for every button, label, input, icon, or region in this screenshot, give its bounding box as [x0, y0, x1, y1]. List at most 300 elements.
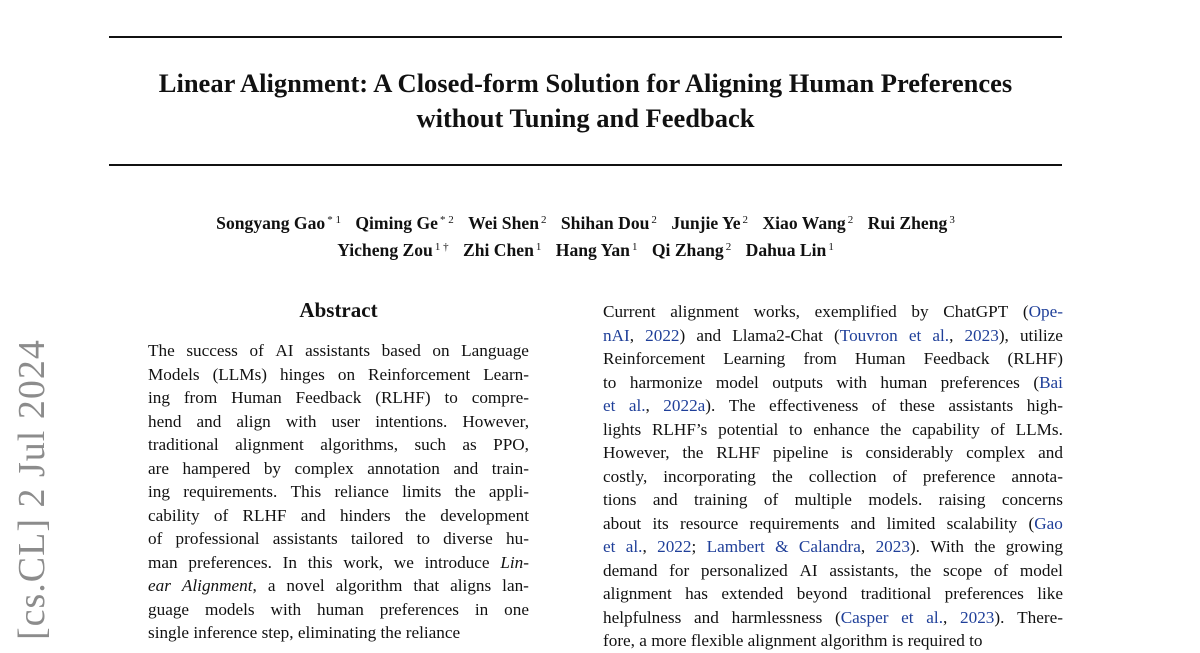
- word-group: [183, 457, 251, 481]
- word: Feedback: [923, 349, 990, 368]
- word-group: [603, 347, 705, 371]
- word: to: [603, 372, 617, 392]
- word: harmonize: [629, 372, 703, 392]
- word-group: [603, 371, 616, 395]
- text-line: [148, 598, 529, 622]
- word: the: [380, 623, 402, 642]
- word-group: [380, 598, 459, 622]
- word-group: [941, 371, 1020, 395]
- author: [468, 213, 546, 233]
- word-group: [475, 598, 488, 622]
- word: its: [652, 513, 669, 533]
- word-group: [472, 386, 529, 410]
- citation-link[interactable]: al.: [625, 537, 643, 556]
- word-group: [813, 418, 869, 442]
- word-group: [338, 363, 355, 387]
- word-group: [283, 551, 297, 575]
- word: alignment: [747, 631, 817, 650]
- word: the: [974, 537, 996, 556]
- text-line: [148, 386, 529, 410]
- word-group: [893, 465, 907, 489]
- citation-link[interactable]: Gao: [1034, 513, 1063, 533]
- author-name: Yicheng Zou: [337, 240, 433, 260]
- word: RLHF: [242, 505, 287, 525]
- citation-link[interactable]: Ope-: [1028, 302, 1063, 321]
- word: assistants: [305, 341, 371, 360]
- word-group: [343, 551, 383, 575]
- word: introduce: [424, 552, 490, 572]
- citation-link[interactable]: Touvron: [839, 325, 898, 345]
- word: In: [282, 552, 297, 572]
- word: helpfulness: [603, 607, 682, 627]
- word: ,: [860, 537, 866, 556]
- paper-title: [109, 66, 1062, 136]
- citation-link[interactable]: al.: [926, 607, 943, 627]
- word-group: [701, 559, 788, 583]
- word-group: [861, 582, 932, 606]
- word-group: [748, 629, 817, 653]
- word: annota-: [1011, 466, 1063, 486]
- word-group: [603, 606, 681, 630]
- word: about: [603, 513, 642, 533]
- text-line: [603, 535, 1063, 559]
- word-group: [926, 606, 947, 630]
- word: success: [186, 341, 238, 360]
- word-group: [148, 598, 189, 622]
- affiliation-mark: 1: [535, 241, 542, 253]
- word: ,: [645, 396, 650, 415]
- word-group: [880, 371, 927, 395]
- word: exemplified: [814, 302, 897, 321]
- word-group: [235, 433, 304, 457]
- word: guage: [148, 599, 190, 619]
- word-group: [943, 300, 1008, 324]
- word: the: [404, 505, 426, 525]
- word: appli-: [488, 482, 529, 501]
- word: The: [728, 396, 756, 415]
- word-group: [969, 629, 982, 653]
- word: align: [236, 411, 271, 431]
- affiliation-mark: 1: [631, 241, 638, 253]
- word-group: [603, 535, 615, 559]
- word: tions: [603, 490, 637, 509]
- word: (: [1028, 513, 1035, 533]
- word-group: [603, 629, 635, 653]
- text-line: [148, 410, 529, 434]
- word-group: [414, 433, 446, 457]
- word-group: [912, 418, 980, 442]
- word: as: [462, 435, 477, 454]
- word: scalability: [946, 513, 1018, 533]
- word: to: [444, 388, 458, 407]
- word-group: [1008, 347, 1063, 371]
- word: has: [685, 584, 708, 603]
- text-line: [603, 324, 1063, 348]
- word: preferences.: [188, 552, 272, 572]
- citation-link[interactable]: Casper: [840, 607, 889, 627]
- word: models.: [868, 490, 923, 509]
- author: [868, 213, 955, 233]
- word-group: [775, 535, 788, 559]
- word-group: [718, 418, 778, 442]
- word: This: [290, 482, 322, 501]
- word: the: [880, 419, 902, 439]
- word-group: [1016, 418, 1063, 442]
- author-name: Wei Shen: [468, 213, 539, 233]
- word: required: [907, 631, 965, 650]
- word-group: [797, 582, 848, 606]
- word-group: [148, 386, 170, 410]
- emphasis-text: Alignment: [181, 576, 253, 595]
- word-group: [1011, 465, 1063, 489]
- word-group: [1038, 441, 1063, 465]
- word-group: [231, 386, 282, 410]
- word: of: [148, 529, 163, 548]
- text-line: [148, 480, 529, 504]
- author-name: Qiming Ge: [355, 213, 438, 233]
- word-group: [829, 559, 898, 583]
- word-group: [375, 386, 430, 410]
- citation-link[interactable]: Calandra: [798, 537, 861, 556]
- word: traditional: [148, 435, 219, 454]
- word-group: [603, 324, 634, 348]
- text-line: [603, 606, 1063, 630]
- word: algorithm: [335, 576, 403, 595]
- word: of: [871, 396, 887, 415]
- word: ,: [642, 537, 647, 556]
- word: work,: [343, 552, 384, 572]
- word: flexible: [690, 631, 744, 650]
- word: (: [1033, 372, 1040, 392]
- word: reliance: [405, 623, 461, 642]
- word-group: [380, 621, 401, 645]
- word-group: [750, 512, 840, 536]
- word-group: [334, 480, 388, 504]
- word-group: [1027, 394, 1063, 418]
- word-group: [188, 551, 272, 575]
- word-group: [773, 441, 828, 465]
- word-group: [887, 512, 936, 536]
- word-group: [809, 465, 877, 489]
- word: human: [317, 599, 364, 619]
- text-line: [148, 433, 529, 457]
- word: single: [148, 623, 190, 642]
- word-group: [716, 371, 759, 395]
- word-group: [682, 441, 703, 465]
- word-group: [960, 606, 1004, 630]
- word-group: [908, 629, 965, 653]
- word: Learn-: [483, 364, 529, 384]
- word: outputs: [772, 372, 823, 392]
- word: by: [263, 458, 281, 478]
- word: a: [267, 576, 276, 595]
- word-group: [280, 363, 325, 387]
- word-group: [193, 621, 257, 645]
- paper-title-line-2: without Tuning and Feedback: [416, 103, 755, 133]
- word-group: [183, 480, 277, 504]
- word: high-: [1026, 396, 1063, 415]
- word-group: [855, 347, 906, 371]
- word-group: [851, 512, 876, 536]
- word: AI: [275, 341, 294, 360]
- word: model: [715, 372, 759, 392]
- word: RLHF’s: [651, 419, 708, 439]
- word: Reinforcement: [603, 349, 706, 368]
- word: ing: [148, 482, 170, 501]
- introduction-body: [603, 300, 1063, 653]
- affiliation-mark: 2: [847, 214, 854, 226]
- word-group: [462, 410, 529, 434]
- word-group: [450, 574, 491, 598]
- word-group: [900, 394, 935, 418]
- word: training: [694, 490, 748, 509]
- word: to: [789, 419, 803, 439]
- author: [463, 240, 541, 260]
- word: ,: [252, 576, 257, 595]
- word-group: [721, 582, 783, 606]
- word-group: [298, 621, 376, 645]
- word-group: [626, 535, 647, 559]
- text-line: [148, 621, 529, 645]
- word-group: [286, 574, 324, 598]
- word: preferences: [940, 372, 1020, 392]
- word: of: [993, 560, 1009, 580]
- author: [671, 213, 748, 233]
- abstract-heading: Abstract: [299, 298, 378, 322]
- word: harmlessness: [731, 607, 823, 627]
- word: beyond: [796, 584, 848, 603]
- word: ;: [691, 537, 697, 556]
- word: the: [910, 560, 932, 580]
- word: The: [148, 341, 175, 360]
- affiliation-mark: 2: [725, 241, 732, 253]
- word-group: [351, 527, 404, 551]
- top-rule: [109, 36, 1062, 38]
- word: from: [183, 388, 218, 407]
- word-group: [453, 457, 478, 481]
- word-group: [262, 621, 294, 645]
- author-name: Shihan Dou: [560, 213, 650, 233]
- citation-link[interactable]: 2023: [964, 325, 999, 345]
- word: hu-: [506, 529, 529, 548]
- word-group: [432, 339, 449, 363]
- word: and: [850, 513, 876, 533]
- word: hinges: [279, 364, 325, 384]
- word-group: [405, 504, 426, 528]
- word: algorithms,: [320, 435, 399, 454]
- text-line: [148, 457, 529, 481]
- word-group: [947, 512, 1018, 536]
- word: raising: [938, 490, 986, 509]
- word: step,: [261, 623, 294, 642]
- citation-link[interactable]: nAI: [603, 325, 630, 345]
- emphasis-text: ear: [148, 576, 171, 595]
- word-group: [148, 433, 219, 457]
- word-group: [732, 324, 823, 348]
- citation-link[interactable]: 2022: [657, 537, 692, 556]
- citation-link[interactable]: 2022: [645, 325, 680, 345]
- word-group: [214, 504, 228, 528]
- word-group: [603, 394, 615, 418]
- word: Current: [603, 302, 656, 321]
- text-line: [148, 551, 529, 575]
- citation-link[interactable]: &: [775, 537, 789, 556]
- word: Llama2-Chat: [732, 325, 823, 345]
- word: cability: [148, 505, 200, 525]
- word: novel: [286, 576, 325, 595]
- citation-link[interactable]: Bai: [1039, 372, 1063, 392]
- author: [216, 213, 341, 233]
- word: demand: [603, 560, 658, 580]
- word-group: [764, 488, 778, 512]
- word-group: [603, 512, 641, 536]
- word-group: [966, 441, 1025, 465]
- word: hend: [148, 411, 182, 431]
- word-group: [943, 559, 982, 583]
- word-group: [1033, 371, 1063, 395]
- word-group: [653, 488, 678, 512]
- word-group: [340, 504, 391, 528]
- word-group: [148, 480, 170, 504]
- word: human: [880, 372, 928, 392]
- word-group: [948, 394, 1013, 418]
- word-group: [413, 574, 439, 598]
- word: alignment: [235, 435, 304, 454]
- word: man: [148, 552, 178, 572]
- word: is: [891, 631, 904, 650]
- citation-link[interactable]: et: [603, 537, 616, 556]
- word-group: [236, 410, 270, 434]
- word: scope: [943, 560, 983, 580]
- word: these: [899, 396, 935, 415]
- word-group: [603, 300, 656, 324]
- word-group: [148, 457, 169, 481]
- author: [746, 240, 834, 260]
- author-name: Junjie Ye: [671, 213, 741, 233]
- word-group: [930, 535, 964, 559]
- word-group: [868, 488, 922, 512]
- word-group: [368, 363, 470, 387]
- word: limited: [886, 513, 936, 533]
- word-group: [603, 465, 647, 489]
- word-group: [974, 535, 995, 559]
- word-group: [685, 582, 708, 606]
- word-group: [723, 347, 785, 371]
- word-group: [249, 339, 263, 363]
- word-group: [657, 535, 696, 559]
- word: from: [803, 349, 837, 368]
- word-group: [504, 598, 529, 622]
- text-line: [603, 371, 1063, 395]
- word-group: [964, 324, 1008, 348]
- word-group: [910, 559, 931, 583]
- citation-link[interactable]: 2023: [960, 607, 995, 627]
- citation-link[interactable]: et: [603, 396, 616, 415]
- word: enhance: [813, 419, 870, 439]
- word-group: [493, 433, 529, 457]
- word: this: [307, 552, 333, 572]
- word-group: [603, 559, 657, 583]
- word: assistants: [272, 529, 338, 548]
- word: to: [416, 529, 430, 548]
- word-group: [911, 300, 928, 324]
- word: models: [204, 599, 255, 619]
- word: based: [381, 341, 421, 360]
- word: potential: [718, 419, 779, 439]
- word-group: [694, 488, 747, 512]
- affiliation-mark: 1 †: [434, 241, 449, 253]
- word: alignment: [670, 302, 739, 321]
- word: of: [249, 341, 264, 360]
- word: of: [990, 419, 1005, 439]
- word-group: [243, 504, 287, 528]
- text-line: [603, 394, 1063, 418]
- text-line: [603, 347, 1063, 371]
- word-group: [367, 457, 440, 481]
- word: inference: [193, 623, 258, 642]
- text-line: [603, 300, 1063, 324]
- word: (RLHF): [375, 388, 431, 407]
- word: with: [270, 599, 302, 619]
- author-name: Songyang Gao: [216, 213, 326, 233]
- word: train-: [491, 458, 529, 478]
- text-line: [148, 574, 529, 598]
- word-group: [603, 488, 636, 512]
- word: ing: [148, 388, 170, 407]
- word-group: [945, 582, 1024, 606]
- word-group: [176, 527, 260, 551]
- word-group: [630, 371, 703, 395]
- word-group: [754, 300, 800, 324]
- citation-link[interactable]: et: [901, 607, 914, 627]
- word: There-: [1017, 607, 1063, 627]
- paper-title-line-1: Linear Alignment: A Closed-form Solution for Aligning Human Preferences: [158, 68, 1013, 98]
- word: are: [148, 458, 169, 478]
- word-group: [402, 480, 441, 504]
- word: on: [337, 364, 356, 384]
- word: incorporating: [663, 466, 756, 486]
- word: such: [414, 435, 446, 454]
- word-group: [148, 504, 200, 528]
- author: [762, 213, 853, 233]
- author: [561, 213, 657, 233]
- citation-link[interactable]: et: [908, 325, 922, 345]
- word: (: [834, 607, 841, 627]
- word: with: [836, 372, 867, 392]
- word-group: [440, 504, 529, 528]
- word: growing: [1005, 537, 1063, 556]
- word-group: [268, 574, 276, 598]
- word-group: [406, 621, 460, 645]
- word-group: [651, 629, 686, 653]
- citation-link[interactable]: al.: [628, 396, 646, 415]
- word: model: [1019, 560, 1063, 580]
- word-group: [308, 551, 333, 575]
- word-group: [815, 300, 897, 324]
- citation-link[interactable]: 2023: [875, 537, 910, 556]
- citation-link[interactable]: al.: [932, 325, 950, 345]
- citation-link[interactable]: 2022a: [663, 396, 706, 415]
- word: Human: [854, 349, 906, 368]
- citation-link[interactable]: Lambert: [706, 537, 765, 556]
- author-name: Dahua Lin: [745, 240, 827, 260]
- word: and: [696, 325, 722, 345]
- word: traditional: [860, 584, 932, 603]
- word: preferences: [944, 584, 1024, 603]
- word-group: [603, 441, 670, 465]
- word-group: [291, 480, 322, 504]
- word-group: [148, 410, 181, 434]
